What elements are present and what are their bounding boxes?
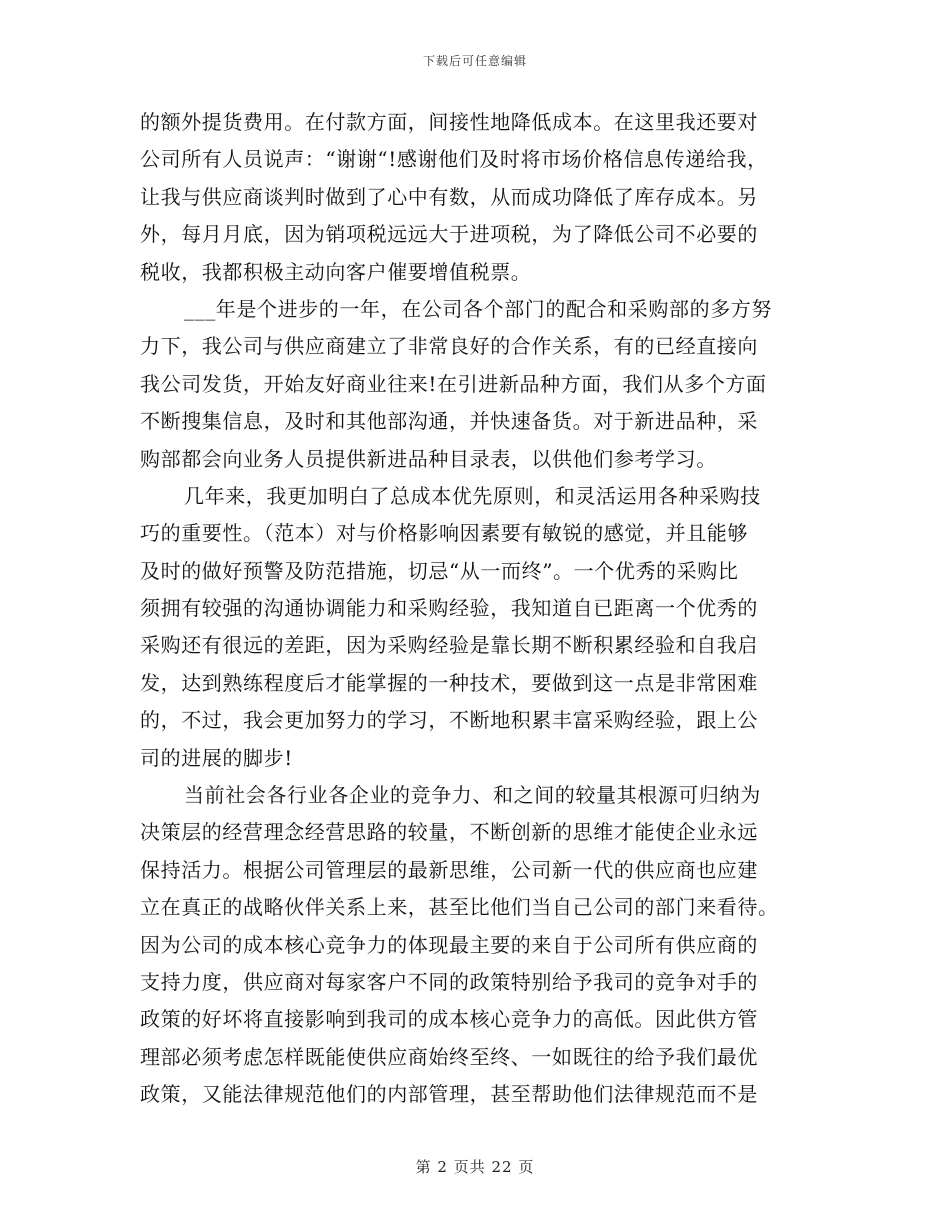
text-line: 的，不过，我会更加努力的学习，不断地积累丰富采购经验，跟上公 [140,708,758,733]
text-line: 政策的好坏将直接影响到我司的成本核心竞争力的高低。因此供方管 [140,1007,758,1032]
text-line: 购部都会向业务人员提供新进品种目录表，以供他们参考学习。 [140,446,717,471]
text-line: 立在真正的战略伙伴关系上来，甚至比他们当自己公司的部门来看待。 [140,895,779,920]
text-line: 及时的做好预警及防范措施，切忌“从一而终”。一个优秀的采购比 [140,558,739,583]
text-line: 当前社会各行业各企业的竞争力、和之间的较量其根源可归纳为 [184,783,761,808]
text-line: 让我与供应商谈判时做到了心中有数，从而成功降低了库存成本。另 [140,184,758,209]
text-line: 理部必须考虑怎样既能使供应商始终至终、一如既往的给予我们最优 [140,1044,758,1069]
text-line: 我公司发货，开始友好商业往来!在引进新品种方面，我们从多个方面 [140,371,767,396]
text-line: 的额外提货费用。在付款方面，间接性地降低成本。在这里我还要对 [140,110,758,134]
page-number: 第 2 页共 22 页 [415,1158,535,1176]
text-line: 采购还有很远的差距，因为采购经验是靠长期不断积累经验和自我启 [140,633,758,658]
text-line: 几年来，我更加明白了总成本优先原则，和灵活运用各种采购技 [184,483,761,508]
document-body [140,104,812,1114]
text-line: 巧的重要性。（范本）对与价格影响因素要有敏锐的感觉，并且能够 [140,521,748,546]
text-line: ___年是个进步的一年，在公司各个部门的配合和采购部的多方努 [184,296,772,321]
text-line: 因为公司的成本核心竞争力的体现最主要的来自于公司所有供应商的 [140,932,758,957]
text-line: 公司所有人员说声：“谢谢“!感谢他们及时将市场价格信息传递给我， [140,147,768,172]
text-line: 力下，我公司与供应商建立了非常良好的合作关系，有的已经直接向 [140,334,758,359]
text-line: 保持活力。根据公司管理层的最新思维，公司新一代的供应商也应建 [140,857,758,882]
text-line: 决策层的经营理念经营思路的较量，不断创新的思维才能使企业永远 [140,820,758,845]
text-line: 发，达到熟练程度后才能掌握的一种技术，要做到这一点是非常困难 [140,670,758,695]
page-header: 下载后可任意编辑 [422,54,527,68]
text-line: 税收，我都积极主动向客户催要增值税票。 [140,259,532,284]
text-line: 不断搜集信息，及时和其他部沟通，并快速备货。对于新进品种，采 [140,409,758,434]
text-line: 司的进展的脚步! [140,745,293,770]
text-line: 须拥有较强的沟通协调能力和采购经验，我知道自已距离一个优秀的 [140,596,758,621]
text-line: 政策，又能法律规范他们的内部管理，甚至帮助他们法律规范而不是 [140,1082,758,1107]
text-line: 外，每月月底，因为销项税远远大于进项税，为了降低公司不必要的 [140,222,758,247]
text-line: 支持力度，供应商对每家客户不同的政策特别给予我司的竞争对手的 [140,969,758,994]
